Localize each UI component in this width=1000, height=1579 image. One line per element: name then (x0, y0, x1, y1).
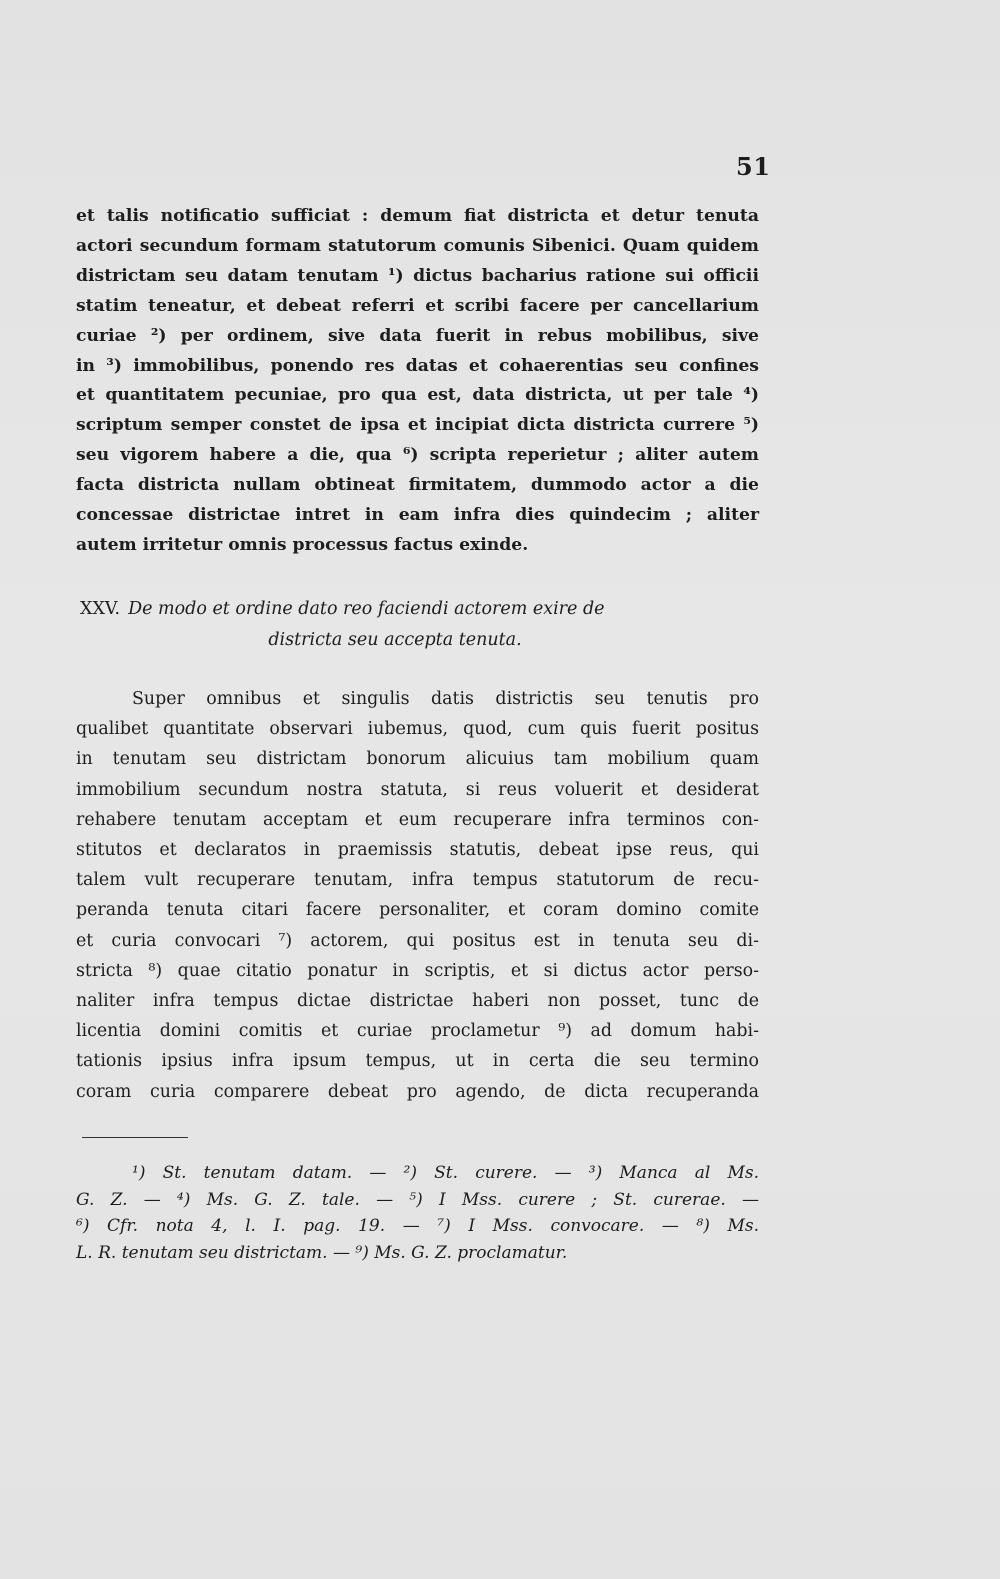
footnote-line: ⁶) Cfr. nota 4, l. I. pag. 19. — ⁷) I Mss. convocare. — ⁸) Ms. (76, 1216, 759, 1236)
text-line: coram curia comparere debeat pro agendo, de dicta recuperanda (76, 1081, 759, 1102)
section-number: XXV. (80, 599, 121, 619)
text-line: peranda tenuta citari facere personaliter, et coram domino comite (76, 900, 759, 921)
text-line: in ³) immobilibus, ponendo res datas et cohaerentias seu confines (76, 355, 759, 376)
text-line: immobilium secundum nostra statuta, si reus voluerit et desiderat (76, 779, 759, 800)
upper-paragraph (76, 202, 759, 561)
text-line: tationis ipsius infra ipsum tempus, ut in certa die seu termino (76, 1051, 759, 1072)
text-line: curiae ²) per ordinem, sive data fuerit in rebus mobilibus, sive (76, 325, 759, 346)
section-heading (80, 594, 760, 656)
text-line: qualibet quantitate observari iubemus, quod, cum quis fuerit positus (76, 719, 759, 740)
text-line: in tenutam seu districtam bonorum alicuius tam mobilium quam (76, 749, 759, 770)
text-line: et quantitatem pecuniae, pro qua est, data districta, ut per tale ⁴) (76, 385, 759, 406)
section-title-line2: districta seu accepta tenuta. (268, 630, 522, 650)
text-line: talem vult recuperare tenutam, infra tempus statutorum de recu- (76, 870, 759, 891)
lower-paragraph (76, 684, 759, 1107)
footnote-line: L. R. tenutam seu districtam. — ⁹) Ms. G. Z. proclamatur. (76, 1242, 568, 1263)
text-line: rehabere tenutam acceptam et eum recuperare infra terminos con- (76, 809, 759, 830)
page-number: 51 (736, 152, 771, 181)
text-line: licentia domini comitis et curiae proclametur ⁹) ad domum habi- (76, 1021, 759, 1042)
section-title-line1: De modo et ordine dato reo faciendi actorem exire de (128, 599, 605, 619)
text-line: Super omnibus et singulis datis districtis seu tenutis pro (132, 689, 759, 709)
text-line: stricta ⁸) quae citatio ponatur in scriptis, et si dictus actor perso- (76, 960, 759, 981)
text-line: seu vigorem habere a die, qua ⁶) scripta reperietur ; aliter autem (76, 445, 759, 466)
text-line: scriptum semper constet de ipsa et incipiat dicta districta currere ⁵) (76, 415, 759, 436)
text-line: autem irritetur omnis processus factus exinde. (76, 534, 529, 555)
footnote-separator (82, 1137, 188, 1138)
text-line: facta districta nullam obtineat firmitatem, dummodo actor a die (76, 475, 759, 496)
text-line: et talis notificatio sufficiat : demum fiat districta et detur tenuta (76, 206, 759, 226)
text-line: districtam seu datam tenutam ¹) dictus bacharius ratione sui officii (76, 265, 759, 286)
text-line: stitutos et declaratos in praemissis statutis, debeat ipse reus, qui (76, 840, 759, 861)
text-line: naliter infra tempus dictae districtae haberi non posset, tunc de (76, 991, 759, 1012)
text-line: actori secundum formam statutorum comunis Sibenici. Quam quidem (76, 235, 759, 256)
text-line: et curia convocari ⁷) actorem, qui positus est in tenuta seu di- (76, 930, 759, 951)
footnotes (76, 1160, 759, 1266)
text-line: statim teneatur, et debeat referri et scribi facere per cancellarium (76, 295, 759, 316)
footnote-line: G. Z. — ⁴) Ms. G. Z. tale. — ⁵) I Mss. curere ; St. curerae. — (76, 1189, 759, 1210)
text-line: concessae districtae intret in eam infra dies quindecim ; aliter (76, 505, 759, 526)
footnote-line: ¹) St. tenutam datam. — ²) St. curere. — ³) Manca al Ms. (132, 1163, 759, 1183)
